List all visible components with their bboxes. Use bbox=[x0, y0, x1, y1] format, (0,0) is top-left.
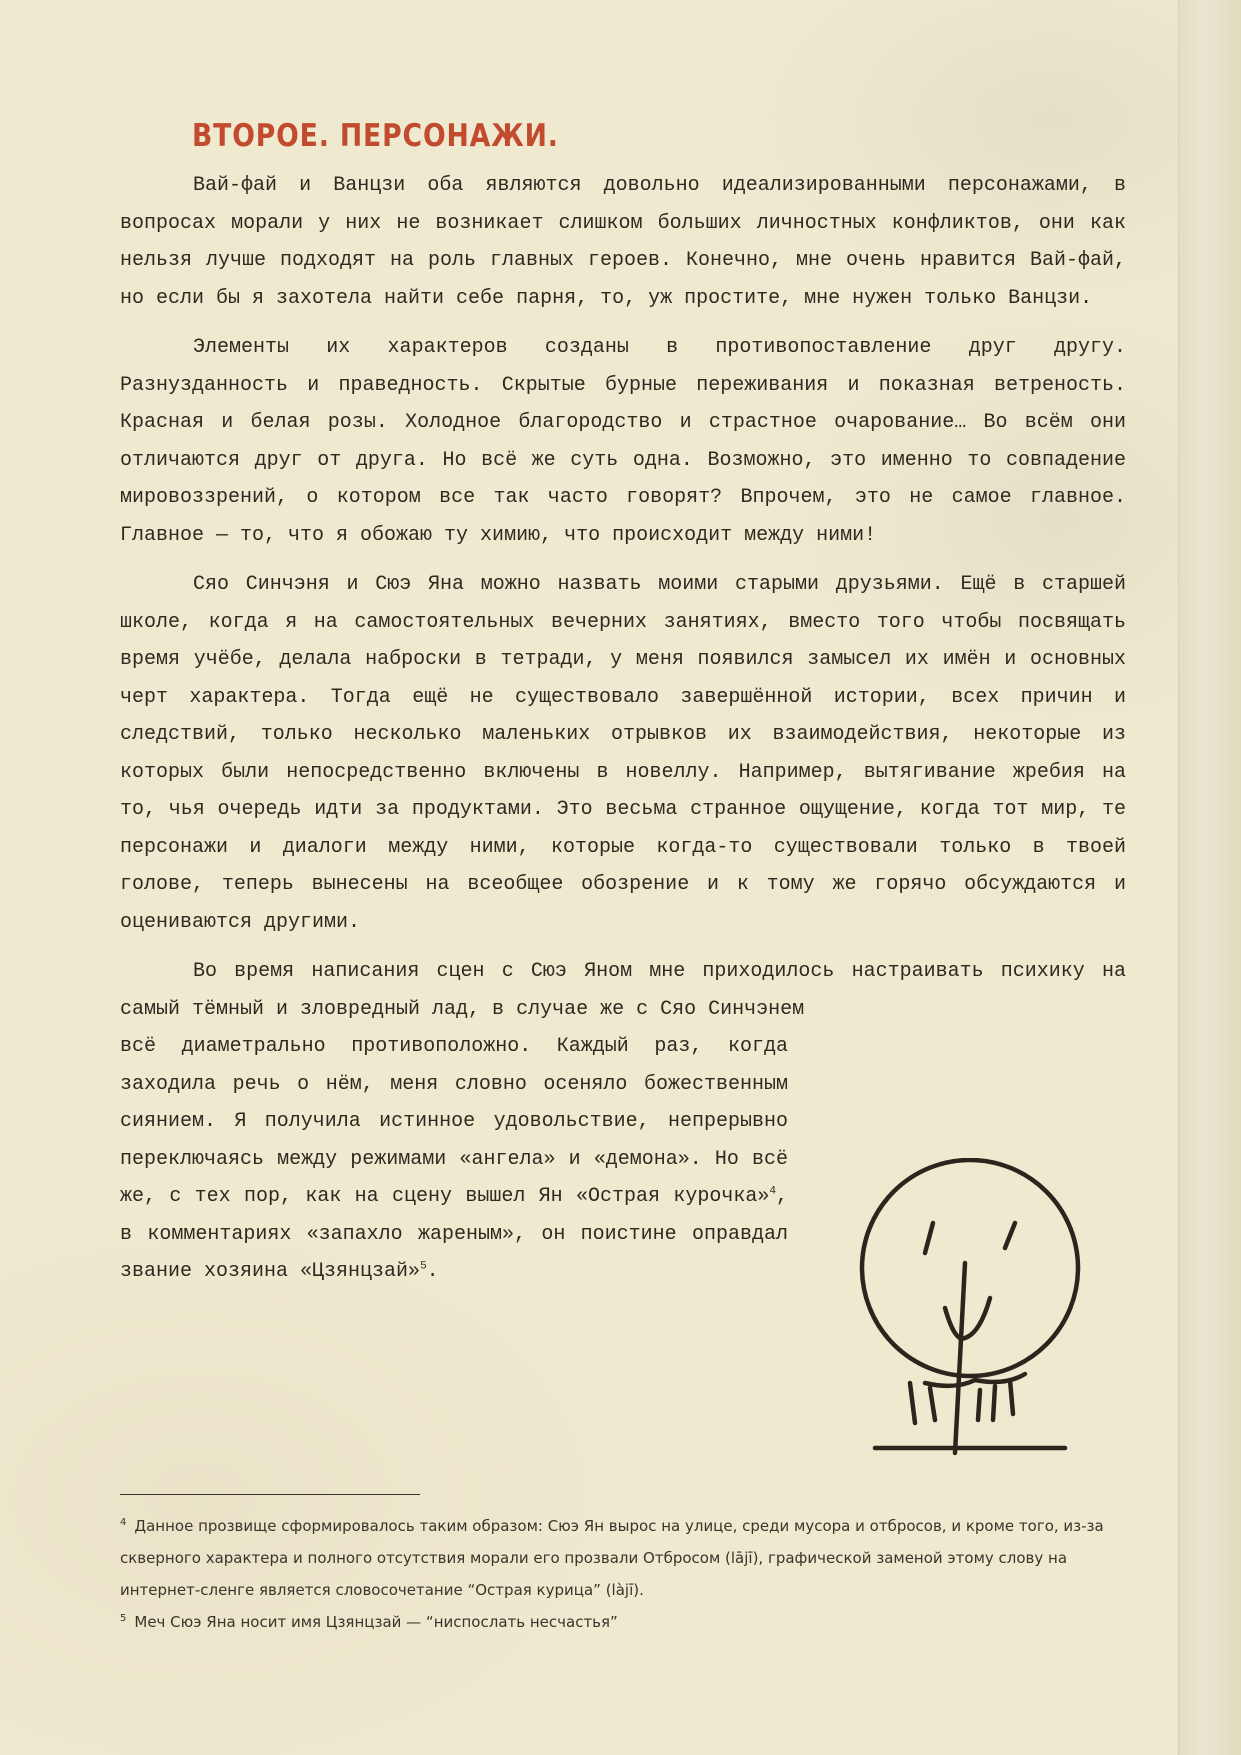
footnote-text: Меч Сюэ Яна носит имя Цзянцзай — “ниспослать несчастья” bbox=[134, 1613, 618, 1631]
paragraph-4-body bbox=[120, 1028, 788, 1291]
paragraph-4-lead: Во время написания сцен с Сюэ Яном мне приходилось настраивать психику на самый тёмный и зловредный лад, в случае же с Сяо Синчэнем bbox=[120, 960, 1126, 1021]
page-edge-strip bbox=[1178, 0, 1241, 1755]
footnote-5 bbox=[120, 1606, 1126, 1638]
footnote-number: 4 bbox=[120, 1517, 127, 1528]
footnote-4 bbox=[120, 1510, 1126, 1606]
paragraph-4-text: всё диаметрально противоположно. Каждый раз, когда заходила речь о нём, меня словно осеняло божественным сиянием. Я получила истинное удовольствие, непрерывно переключаясь между режимами «ангела» и «демона». Но всё же, с тех пор, как на сцену вышел Ян «Острая курочка» bbox=[120, 1035, 788, 1208]
body-text bbox=[120, 167, 1126, 1291]
paragraph-1: Вай-фай и Ванцзи оба являются довольно идеализированными персонажами, в вопросах морали у них не возникает слишком больших личностных конфликтов, они как нельзя лучше подходят на роль главных героев. Конечно, мне очень нравится Вай-фай, но если бы я захотела найти себе парня, то, уж простите, мне нужен только Ванцзи. bbox=[120, 174, 1126, 310]
signature-icon bbox=[855, 1158, 1085, 1458]
footnote-divider bbox=[120, 1494, 420, 1495]
chapter-title: ВТОРОЕ. ПЕРСОНАЖИ. bbox=[192, 118, 559, 154]
footnote-number: 5 bbox=[120, 1613, 127, 1624]
paragraph-2: Элементы их характеров созданы в противопоставление друг другу. Разнузданность и праведность. Скрытые бурные переживания и показная ветреность. Красная и белая розы. Холодное благородство и страстное очарование… Во всём они отличаются друг от друга. Но всё же суть одна. Возможно, это именно то совпадение мировоззрений, о котором все так часто говорят? Впрочем, это не самое главное. Главное — то, что я обожаю ту химию, что происходит между ними! bbox=[120, 336, 1126, 547]
footnotes bbox=[120, 1510, 1126, 1638]
paragraph-4-text-mid: , в комментариях «запахло жареным», он поистине оправдал звание хозяина «Цзянцзай» bbox=[120, 1185, 788, 1283]
footnote-ref-5[interactable]: 5 bbox=[420, 1260, 427, 1273]
footnote-text: Данное прозвище сформировалось таким образом: Сюэ Ян вырос на улице, среди мусора и отбросов, и кроме того, из-за скверного характера и полного отсутствия морали его прозвали Отбросом (lājī), графической заменой этому слову на интернет-сленге является словосочетание “Острая курица” (làjī). bbox=[120, 1517, 1104, 1599]
paragraph-4-text-end: . bbox=[426, 1260, 439, 1283]
footnote-ref-4[interactable]: 4 bbox=[769, 1185, 776, 1198]
paragraph-3: Сяо Синчэня и Сюэ Яна можно назвать моими старыми друзьями. Ещё в старшей школе, когда я на самостоятельных вечерних занятиях, вместо того чтобы посвящать время учёбе, делала наброски в тетради, у меня появился замысел их имён и основных черт характера. Тогда ещё не существовало завершённой истории, всех причин и следствий, только несколько маленьких отрывков их взаимодействия, некоторые из которых были непосредственно включены в новеллу. Например, вытягивание жребия на то, чья очередь идти за продуктами. Это весьма странное ощущение, когда тот мир, те персонажи и диалоги между ними, которые когда-то существовали только в твоей голове, теперь вынесены на всеобщее обозрение и к тому же горячо обсуждаются и оцениваются другими. bbox=[120, 573, 1126, 934]
